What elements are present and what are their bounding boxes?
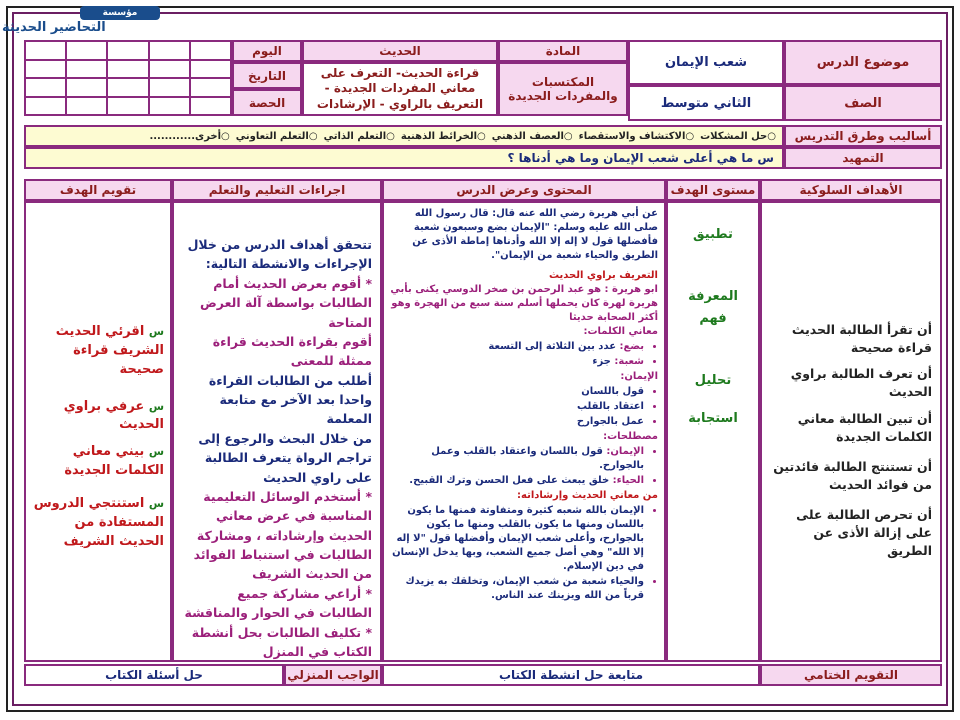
col-procedures-header: اجراءات التعليم والتعلم (172, 179, 382, 201)
procedure-item: من خلال البحث والرجوع إلى تراجم الرواة يتعرف الطالبة على راوي الحديث (198, 430, 372, 485)
procedure-item: * أستخدم الوسائل التعليمية المناسبة في عرض معاني الحديث وإرشاداته ، ومشاركة الطالبات في استنباط الفوائد من الحديث الشريف (193, 488, 372, 582)
words-list (390, 340, 658, 369)
iman-item: • اعتقاد بالقلب (390, 400, 644, 414)
guidance-title: من معاني الحديث وإرشاداته: (517, 490, 658, 501)
grade-label: الصف (784, 85, 942, 121)
objective-item: أن تبين الطالبة معاني الكلمات الجديدة (797, 410, 932, 444)
objectives-list (768, 321, 932, 560)
method-option[interactable]: ○العصف الذهني (491, 130, 573, 142)
period-label: الحصة (232, 89, 302, 116)
final-assessment-label: التقويم الختامي (760, 664, 942, 686)
level-knowledge: المعرفة (688, 289, 738, 304)
guidance-list (390, 504, 658, 603)
words-title: معاني الكلمات: (583, 326, 658, 337)
logo-top-text: مؤسسة (80, 6, 160, 20)
subject-label: المادة (498, 40, 628, 62)
word-item: • بضع: عدد بين الثلاثة إلى التسعة (390, 340, 644, 354)
terms-list (390, 445, 658, 488)
objective-item: أن تحرص الطالبة على على إزالة الأذى عن الطريق (796, 507, 932, 559)
narrator-text: ابو هريرة : هو عبد الرحمن بن صخر الدوسي يكنى بأبي هريرة لهرة كان يحملها أسلم سنة سبع من الهجرة وهو أكثر الصحابة حديثا (390, 284, 658, 323)
hadith-text: عن أبي هريرة رضي الله عنه قال: قال رسول الله صلى الله عليه وسلم: "الإيمان بضع وسبعون شعبة فأفضلها قول لا إله إلا الله وأدناها إماطة الأذى عن الطريق والحياء شعبة من الإيمان". (412, 208, 658, 261)
logo-brand-text: التحاضير الحديثة (2, 20, 106, 35)
lesson-topic-value: شعب الإيمان (628, 40, 784, 85)
method-option[interactable]: ○الخرائط الذهنية (400, 130, 486, 142)
procedure-item: * أراعي مشاركة جميع الطالبات في الحوار والمناقشة (184, 585, 372, 621)
col-content-header: المحتوى وعرض الدرس (382, 179, 666, 201)
objective-item: أن تقرأ الطالبة الحديث قراءة صحيحة (791, 322, 932, 356)
assessment-item: س اقرئي الحديث الشريف قراءة صحيحة (55, 324, 164, 377)
assessment-column (24, 201, 172, 662)
iman-item: • عمل بالجوارح (390, 415, 644, 429)
iman-title: الإيمان: (620, 371, 658, 382)
acquisitions-value: قراءة الحديث- التعرف على معاني المفردات الجديدة - التعريف بالراوي - الإرشادات (302, 62, 498, 116)
col-level-header: مستوى الهدف (666, 179, 760, 201)
final-assessment-value: متابعة حل انشطة الكتاب (382, 664, 760, 686)
iman-list (390, 385, 658, 429)
level-column (666, 201, 760, 662)
narrator-title: التعريف براوي الحديث (548, 270, 658, 281)
word-item: • شعبة: جزء (390, 355, 644, 369)
lesson-content (390, 207, 658, 603)
subject-value: الحديث (302, 40, 498, 62)
intro-question: س ما هي أعلى شعب الإيمان وما هي أدناها ؟ (24, 147, 784, 169)
objectives-column (760, 201, 942, 662)
term-item: • الحياء: خلق يبعث على فعل الحسن وترك القبيح. (390, 474, 644, 488)
method-option[interactable]: ○التعلم الذاتي (323, 130, 395, 142)
procedure-item: أطلب من الطالبات القراءة واحدا بعد الآخر مع متابعة المعلمة (208, 372, 372, 427)
guidance-item: • الإيمان بالله شعبه كثيرة ومتفاوتة فمنها ما يكون باللسان ومنها ما يكون بالقلب ومنها ما يكون بالجوارح، وأعلى شعب الإيمان وأفضلها قول "لا إله إلا الله" وهي أصل جميع الشعب، وبها يدخل الإنسان في دين الإسلام. (390, 504, 644, 574)
methods-options (24, 125, 784, 147)
col-objectives-header: الأهداف السلوكية (760, 179, 942, 201)
assessment-list (32, 323, 164, 551)
objective-item: أن تعرف الطالبة براوي الحديث (790, 366, 932, 400)
guidance-item: • والحياء شعبة من شعب الإيمان، وتخلقك به يزيدك قرباً من الله ويزينك عند الناس. (390, 575, 644, 603)
procedure-item: * تكليف الطالبات بحل أنشطة الكتاب في المنزل (191, 624, 372, 659)
schedule-grid (24, 40, 232, 116)
lesson-topic-label: موضوع الدرس (784, 40, 942, 85)
iman-item: • قول باللسان (390, 385, 644, 399)
method-option[interactable]: ○التعلم التعاوني (235, 130, 318, 142)
procedure-item: أقوم بقراءة الحديث قراءة ممثلة للمعنى (212, 333, 372, 369)
brand-logo (0, 0, 184, 42)
content-column (382, 201, 666, 662)
terms-title: مصطلحات: (603, 431, 658, 442)
assessment-item: س عرفي براوي الحديث (63, 398, 164, 433)
date-label: التاريخ (232, 62, 302, 89)
homework-label: الواجب المنزلي (284, 664, 382, 686)
term-item: • الإيمان: قول باللسان واعتقاد بالقلب وعمل بالجوارح. (390, 445, 644, 473)
procedures-column (172, 201, 382, 662)
assessment-item: س استنتجي الدروس المستفادة من الحديث الشريف (33, 495, 164, 549)
day-label: اليوم (232, 40, 302, 62)
procedures-intro: تتحقق أهداف الدرس من خلال الإجراءات والانشطة التالية: (187, 237, 372, 272)
methods-label: أساليب وطرق التدريس (784, 125, 942, 147)
grade-value: الثاني متوسط (628, 85, 784, 121)
method-option[interactable]: ○أخرى............ (149, 130, 230, 142)
assessment-item: س بيني معاني الكلمات الجديدة (64, 444, 164, 479)
homework-value: حل أسئلة الكتاب (24, 664, 284, 686)
level-understand: فهم (699, 311, 727, 326)
procedures-list (180, 235, 372, 661)
col-assessment-header: تقويم الهدف (24, 179, 172, 201)
method-option[interactable]: ○الاكتشاف والاستقصاء (578, 130, 695, 142)
level-analysis: تحليل (694, 373, 732, 388)
procedure-item: * أقوم بعرض الحديث أمام الطالبات بواسطة آلة العرض المتاحة (199, 275, 372, 330)
level-response: استجابة (688, 411, 738, 426)
level-apply: تطبيق (693, 227, 733, 242)
intro-label: التمهيد (784, 147, 942, 169)
method-option[interactable]: ○حل المشكلات (700, 130, 776, 142)
objective-item: أن تستنتج الطالبة فائدتين من فوائد الحديث (773, 458, 932, 492)
acquisitions-label: المكتسبات والمفردات الجديدة (498, 62, 628, 116)
